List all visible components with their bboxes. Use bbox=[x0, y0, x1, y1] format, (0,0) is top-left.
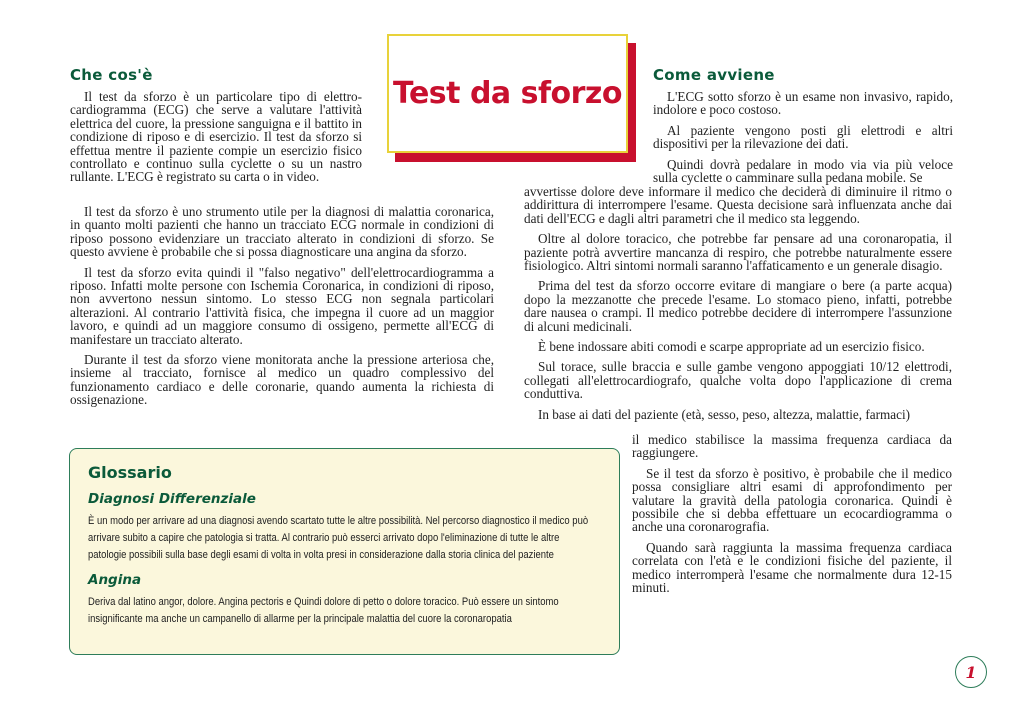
left-intro-paragraph: Il test da sforzo è un particolare tipo di elettro-cardiogramma (ECG) che serve a valutare l'attività elettrica del cuore, la pressione sanguigna e il battito in condizione di riposo e di esercizio. Il test da sforzo si effettua mentre il paziente compie un esercizio fisico controllato e continuo sulla cyclette o su un nastro rullante. L'ECG è registrato su carta o in video. bbox=[70, 89, 362, 185]
title-box bbox=[387, 34, 628, 153]
page-number: 1 bbox=[955, 656, 987, 688]
right-bottom-paragraph-2: Quando sarà raggiunta la massima frequenza cardiaca correlata con l'età e le condizioni fisiche del paziente, il medico interromperà l'esame che normalmente dura 12-15 minuti. bbox=[632, 539, 952, 596]
glossary-box bbox=[69, 448, 620, 655]
glossary-heading: Glossario bbox=[88, 463, 172, 482]
right-middle-paragraph-3: È bene indossare abiti comodi e scarpe appropriate ad un esercizio fisico. bbox=[538, 339, 925, 355]
left-paragraph-3: Durante il test da sforzo viene monitorata anche la pressione arteriosa che, insieme al tracciato, fornisce al medico un quadro complessivo del funzionamento cardiaco e delle coronarie, quando aumenta la richiesta di ossigenazione. bbox=[70, 352, 494, 408]
left-paragraph-1: Il test da sforzo è uno strumento utile per la diagnosi di malattia coronarica, in quanto molti pazienti che hanno un tracciato ECG normale in condizioni di riposo possono evidenziare un tracciato alterato in condizioni di sforzo. Se questo avviene è probabile che si possa diagnosticare una angina da sforzo. bbox=[70, 204, 494, 260]
right-middle-paragraph-4: Sul torace, sulle braccia e sulle gambe vengono appoggiati 10/12 elettrodi, collegati all'elettrocardiografo, qualche volta dopo l'applicazione di crema conduttiva. bbox=[524, 359, 952, 402]
right-top-paragraph-1: L'ECG sotto sforzo è un esame non invasivo, rapido, indolore e poco costoso. bbox=[653, 89, 953, 118]
left-intro bbox=[70, 90, 362, 191]
right-middle bbox=[524, 185, 952, 421]
right-middle-continuation: avvertisse dolore deve informare il medico che deciderà di diminuire il ritmo o addirittura di interrompere l'esame. Questa decisione sarà influenzata anche dai dati dell'ECG e dagli altri parametri che il medico sta leggendo. bbox=[524, 184, 952, 226]
right-bottom-paragraph-1: Se il test da sforzo è positivo, è probabile che il medico possa consigliare altri esami di approfondimento per valutare la gravità della patologia coronarica. Quindi è possibile che si debba effettuare un ecocardiogramma o anche una coronarografia. bbox=[632, 465, 952, 535]
right-top-paragraph-2: Al paziente vengono posti gli elettrodi e altri dispositivi per la rilevazione dei dati. bbox=[653, 122, 953, 152]
right-top-paragraph-3: Quindi dovrà pedalare in modo via via più veloce sulla cyclette o camminare sulla pedana mobile. Se bbox=[653, 156, 953, 186]
left-paragraph-2: Il test da sforzo evita quindi il "falso negativo" dell'elettrocardiogramma a riposo. Infatti molte persone con Ischemia Coronarica, in condizioni di riposo, non avvertono nessun sintomo. Lo stesso ECG non segnala particolari alterazioni. Al contrario l'attività fisica, che impegna il cuore ad un maggior lavoro, e quindi ad un maggiore consumo di ossigeno, permette all'ECG di manifestare un tracciato alterato. bbox=[70, 264, 494, 347]
glossary-definition-1: È un modo per arrivare ad una diagnosi avendo scartato tutte le altre possibilità. Nel percorso diagnostico il medico può arrivare subito a capire che patologia si tratta. Al contrario può esserci arrivato dopo l'eliminazione di tutte le altre patologie possibili sulla base degli esami di volta in volta presi in considerazione dalla storia clinica del paziente bbox=[88, 515, 589, 561]
glossary-term-2: Angina bbox=[88, 572, 142, 588]
right-middle-paragraph-2: Prima del test da sforzo occorre evitare di mangiare o bere (a parte acqua) dopo la mezzanotte che precede l'esame. Lo stomaco pieno, infatti, potrebbe dare nausea o crampi. Il medico potrebbe decidere di interrompere l'assunzione di alcuni medicinali. bbox=[524, 278, 952, 334]
heading-che-cose: Che cos'è bbox=[70, 66, 153, 84]
right-bottom-continuation: il medico stabilisce la massima frequenza cardiaca da raggiungere. bbox=[632, 432, 952, 461]
left-column bbox=[70, 205, 494, 414]
right-bottom bbox=[632, 433, 952, 601]
right-middle-paragraph-1: Oltre al dolore toracico, che potrebbe far pensare ad una coronaropatia, il paziente potrà avvertire mancanza di respiro, che potrebbe naturalmente essere fisiologico. Altri sintomi normali saranno l'affaticamento e un generale disagio. bbox=[524, 231, 952, 274]
glossary-term-1: Diagnosi Differenziale bbox=[88, 491, 256, 507]
heading-come-avviene: Come avviene bbox=[653, 66, 775, 84]
page-title: Test da sforzo bbox=[392, 76, 622, 111]
right-middle-paragraph-5: In base ai dati del paziente (età, sesso, peso, altezza, malattie, farmaci) bbox=[538, 406, 910, 422]
right-top bbox=[653, 90, 953, 184]
glossary-definition-2: Deriva dal latino angor, dolore. Angina pectoris e Quindi dolore di petto o dolore toracico. Può essere un sintomo insignificante ma anche un campanello di allarme per la principale malattia del cuore la coronaropatia bbox=[88, 596, 559, 625]
